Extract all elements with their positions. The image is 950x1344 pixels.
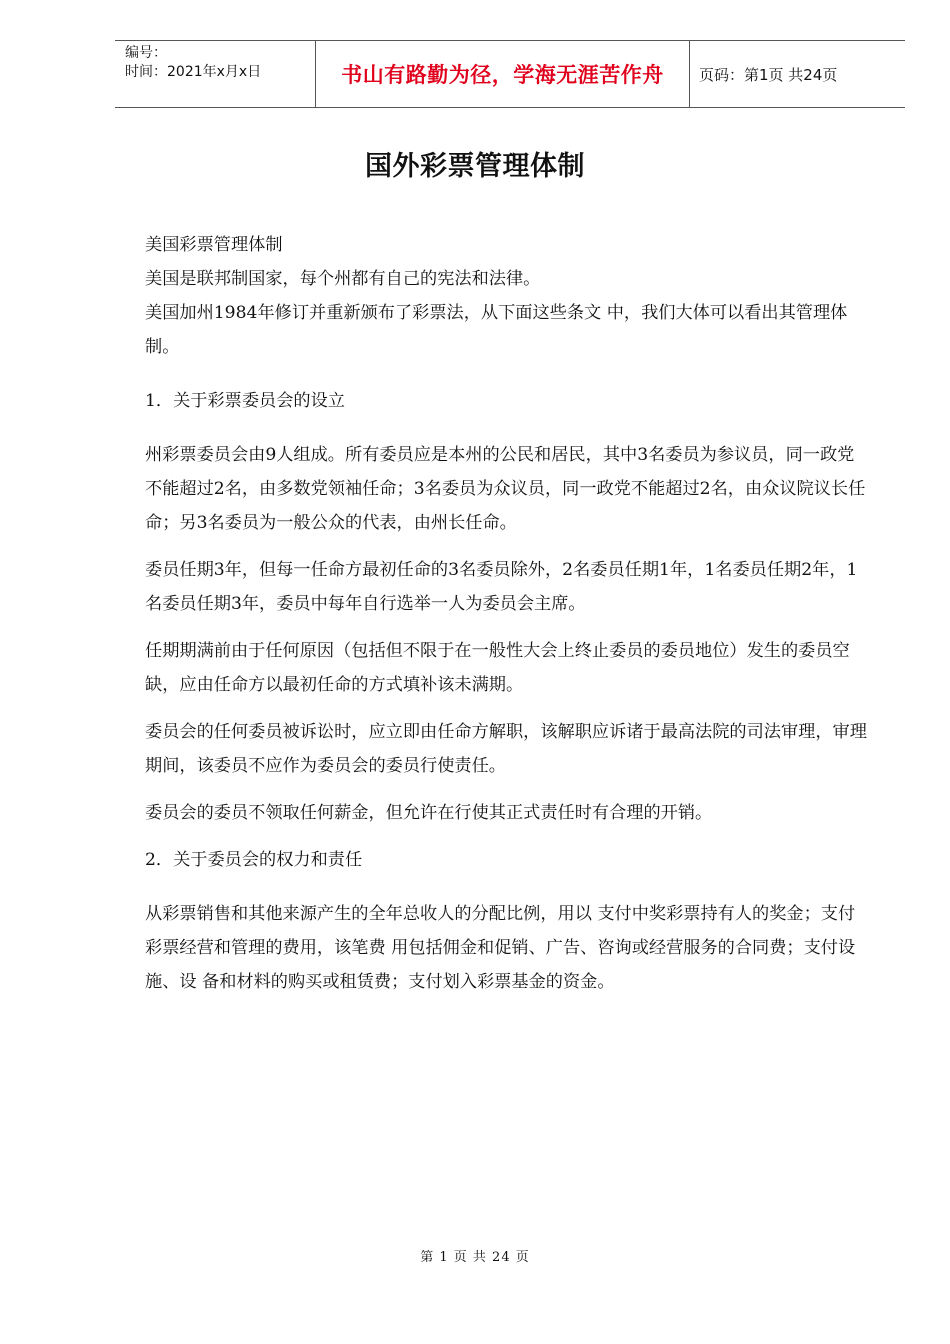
time-label: 时间：2021年x月x日 (125, 64, 262, 80)
header-meta-cell (115, 41, 316, 107)
page-footer: 第 1 页 共 24 页 (420, 1250, 530, 1265)
header-motto-cell (316, 41, 690, 107)
paragraph: 委员会的委员不领取任何薪金，但允许在行使其正式责任时有合理的开销。 (145, 803, 713, 823)
document-title: 国外彩票管理体制 (365, 151, 585, 182)
paragraph: 美国是联邦制国家，每个州都有自己的宪法和法律。 (145, 269, 541, 289)
paragraph: 州彩票委员会由9人组成。所有委员应是本州的公民和居民，其中3名委员为参议员，同一政党不能超过2名，由多数党领袖任命；3名委员为众议员，同一政党不能超过2名，由众议院议长任命；另3名委员为一般公众的代表，由州长任命。 (145, 445, 866, 533)
paragraph: 委员任期3年，但每一任命方最初任命的3名委员除外，2名委员任期1年，1名委员任期2年，1名委员任期3年，委员中每年自行选举一人为委员会主席。 (145, 560, 858, 614)
subsection-heading: 2．关于委员会的权力和责任 (145, 850, 363, 870)
section-heading: 美国彩票管理体制 (145, 235, 283, 255)
page-info: 页码：第1页 共24页 (699, 65, 838, 84)
subsection-heading: 1．关于彩票委员会的设立 (145, 391, 345, 411)
paragraph: 委员会的任何委员被诉讼时，应立即由任命方解职，该解职应诉诸于最高法院的司法审理，审理期间，该委员不应作为委员会的委员行使责任。 (145, 722, 867, 776)
motto-text: 书山有路勤为径，学海无涯苦作舟 (341, 63, 664, 87)
header-table (115, 40, 905, 108)
paragraph: 从彩票销售和其他来源产生的全年总收人的分配比例，用以 支付中奖彩票持有人的奖金；支付彩票经营和管理的费用，该笔费 用包括佣金和促销、广告、咨询或经营服务的合同费；支付设施、设 备和材料的购买或租赁费；支付划入彩票基金的资金。 (145, 904, 856, 992)
paragraph: 任期期满前由于任何原因（包括但不限于在一般性大会上终止委员的委员地位）发生的委员空缺，应由任命方以最初任命的方式填补该未满期。 (145, 641, 850, 695)
number-label: 编号： (125, 45, 167, 61)
header-page-cell (690, 41, 905, 107)
paragraph: 美国加州1984年修订并重新颁布了彩票法，从下面这些条文 中，我们大体可以看出其管理体制。 (145, 303, 848, 357)
document-body (145, 228, 870, 999)
